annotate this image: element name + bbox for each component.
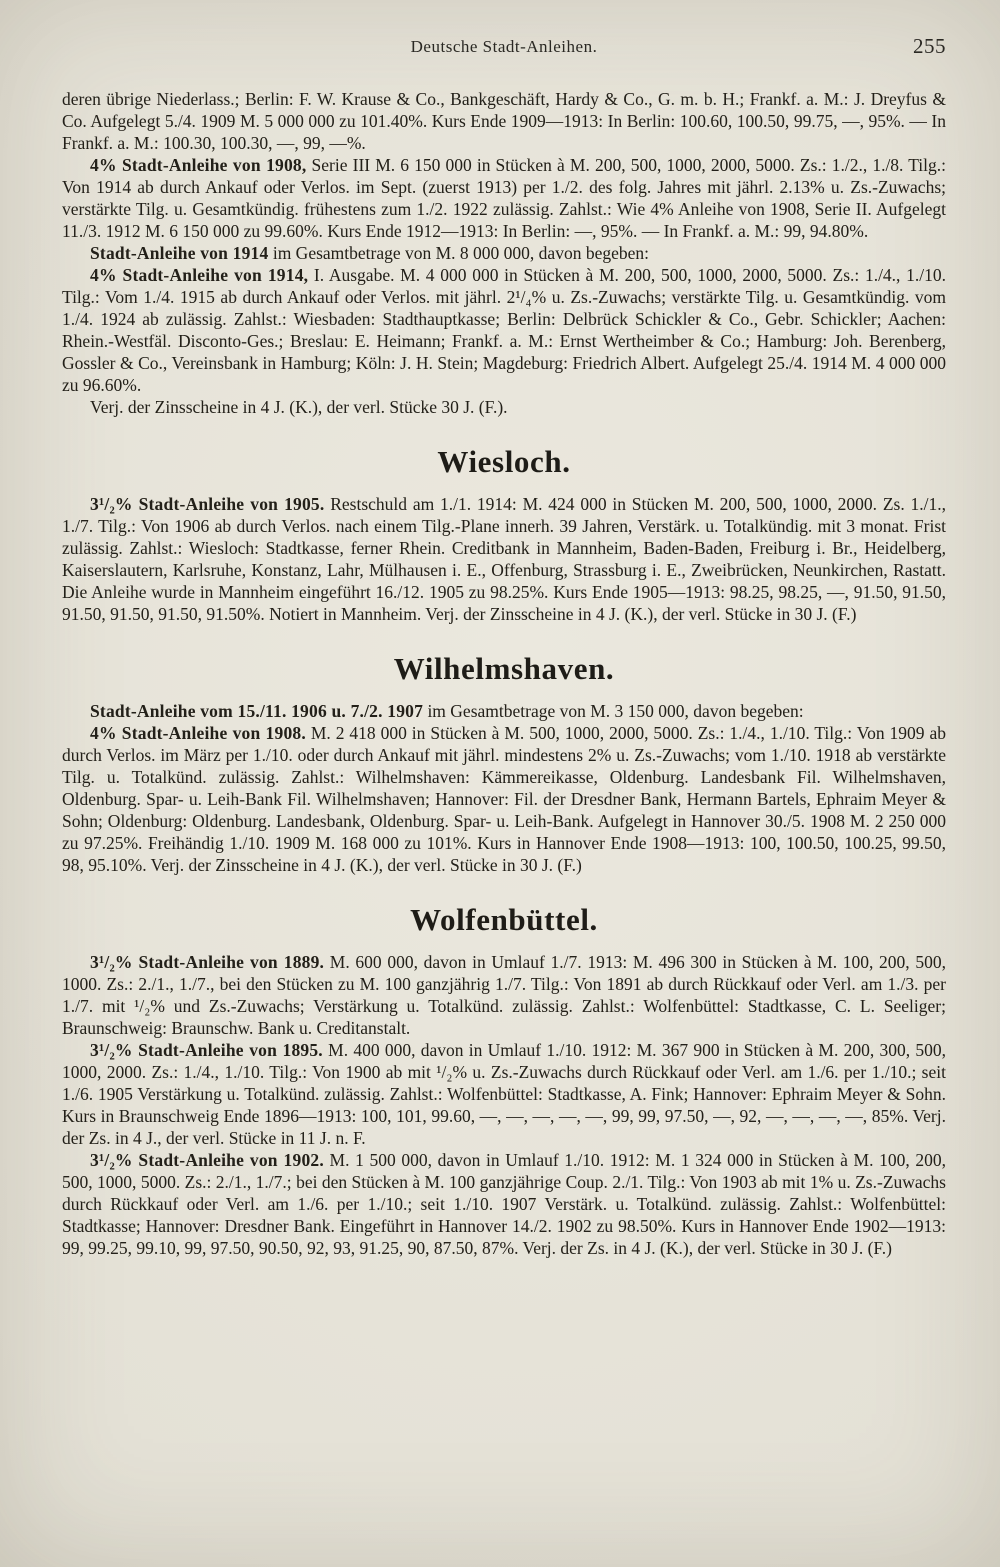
- bond-title: Stadt-Anleihe von 1914: [90, 243, 269, 263]
- paragraph-text: M. 1 500 000, davon in Umlauf 1./10. 1912: M. 1 324 000 in Stücken à M. 100, 200, 500, 1000, 5000. Zs.: 2./1., 1./7.; bei den Stücken à M. 100 ganzjährige Coup. 2./1. Tilg.: Von 1903 ab mit 1% u. Zs.-Zuwachs durch Rückkauf oder Verl. am 1./6. per 1./10.; seit 1./10. 1907 Verstärk. u. Totalkünd. zulässig. Zahlst.: Wolfenbüttel: Stadtkasse; Hannover: Dresdner Bank. Eingeführt in Hannover 14./2. 1902 zu 98.50%. Kurs in Hannover Ende 1902—1913: 99, 99.25, 99.10, 99, 97.50, 90.50, 92, 93, 91.25, 90, 87.50, 87%. Verj. der Zs. in 4 J. (K.), der verl. Stücke in 30 J. (F.): [62, 1150, 946, 1258]
- section-wilhelmshaven: [62, 700, 946, 876]
- bond-title: 4% Stadt-Anleihe von 1908.: [90, 723, 306, 743]
- page-header: [62, 34, 946, 58]
- para-stadtanleihe-1908-serie-iii: [62, 154, 946, 242]
- paragraph-text: deren übrige Niederlass.; Berlin: F. W. Krause & Co., Bankgeschäft, Hardy & Co., G. m. b. H.; Frankf. a. M.: J. Dreyfus & Co. Aufgelegt 5./4. 1909 M. 5 000 000 zu 101.40%. Kurs Ende 1909—1913: In Berlin: 100.60, 100.50, 99.75, —, 95%. — In Frankf. a. M.: 100.30, 100.30, —, 99, —%.: [62, 89, 946, 153]
- para-stadtanleihe-1914-ausgabe-i: [62, 264, 946, 396]
- para-wolfenbuettel-anleihe-1889: [62, 951, 946, 1039]
- para-wolfenbuettel-anleihe-1895: [62, 1039, 946, 1149]
- running-title: Deutsche Stadt-Anleihen.: [410, 37, 598, 56]
- paragraph-text: M. 400 000, davon in Umlauf 1./10. 1912: M. 367 900 in Stücken à M. 200, 300, 500, 1000, 2000. Zs.: 1./4., 1./10. Tilg.: Von 1900 ab mit ¹/₂% u. Zs.-Zuwachs durch Rückkauf oder Verl. am 1./6. per 1./10.; seit 1./6. 1905 Verstärkung u. Totalkünd. zulässig. Zahlst.: Wolfenbüttel: Stadtkasse, A. Fink; Hannover: Ephraim Meyer & Sohn. Kurs in Braunschweig Ende 1896—1913: 100, 101, 99.60, —, —, —, —, —, 99, 99, 97.50, —, 92, —, —, —, —, 85%. Verj. der Zs. in 4 J., der verl. Stücke in 11 J. n. F.: [62, 1040, 946, 1148]
- paragraph-text: M. 600 000, davon in Umlauf 1./7. 1913: M. 496 300 in Stücken à M. 100, 200, 500, 1000. Zs.: 2./1., 1./7., bei den Stücken zu M. 100 ganzjährig 1./7. Tilg.: Von 1891 ab durch Rückkauf oder Verl. am 1./3. per 1./7. mit ¹/₂% und Zs.-Zuwachs; Verstärkung u. Totalkünd. zulässig. Zahlst.: Wolfenbüttel: Stadtkasse, C. L. Seeliger; Braunschweig: Braunschw. Bank u. Creditanstalt.: [62, 952, 946, 1038]
- bond-title: Stadt-Anleihe vom 15./11. 1906 u. 7./2. 1907: [90, 701, 424, 721]
- bond-title: 3¹/₂% Stadt-Anleihe von 1902.: [90, 1150, 324, 1170]
- para-wolfenbuettel-anleihe-1902: [62, 1149, 946, 1259]
- para-stadtanleihe-1914-gesamtbetrag: [62, 242, 946, 264]
- para-continuation-kurs: [62, 88, 946, 154]
- paragraph-text: Serie III M. 6 150 000 in Stücken à M. 200, 500, 1000, 2000, 5000. Zs.: 1./2., 1./8. Tilg.: Von 1914 ab durch Ankauf oder Verlos. im Sept. (zuerst 1913) per 1./2. des folg. Jahres mit jährl. 2.13% u. Zs.-Zuwachs; verstärkte Tilg. u. Gesamtkündig. frühestens zum 1./2. 1922 zulässig. Zahlst.: Wie 4% Anleihe von 1908, Serie II. Aufgelegt 11./3. 1912 M. 6 150 000 zu 99.60%. Kurs Ende 1912—1913: In Berlin: —, 95%. — In Frankf. a. M.: 99, 94.80%.: [62, 155, 947, 241]
- section-wolfenbuettel: [62, 951, 946, 1259]
- bond-title: 3¹/₂% Stadt-Anleihe von 1895.: [90, 1040, 323, 1060]
- bond-title: 4% Stadt-Anleihe von 1908,: [90, 155, 307, 175]
- paragraph-text: Restschuld am 1./1. 1914: M. 424 000 in Stücken M. 200, 500, 1000, 2000. Zs. 1./1., 1./7. Tilg.: Von 1906 ab durch Verlos. nach einem Tilg.-Plane innerh. 39 Jahren, Verstärk. u. Totalkündig. mit 3 monat. Frist zulässig. Zahlst.: Wiesloch: Stadtkasse, ferner Rhein. Creditbank in Mannheim, Baden-Baden, Freiburg i. Br., Heidelberg, Kaiserslautern, Karlsruhe, Konstanz, Lahr, Mülhausen i. E., Offenburg, Strassburg i. E., Zweibrücken, Neunkirchen, Rastatt. Die Anleihe wurde in Mannheim eingeführt 16./12. 1905 zu 98.25%. Kurs Ende 1905—1913: 98.25, 98.25, —, 91.50, 91.50, 91.50, 91.50, 91.50, 91.50%. Notiert in Mannheim. Verj. der Zinsscheine in 4 J. (K.), der verl. Stücke in 30 J. (F.): [62, 494, 946, 624]
- heading-wolfenbuettel: Wolfenbüttel.: [410, 902, 598, 937]
- para-wilhelmshaven-gesamtbetrag: [62, 700, 946, 722]
- para-wilhelmshaven-anleihe-1908: [62, 722, 946, 876]
- page-content: [62, 88, 946, 1259]
- page-number: 255: [913, 34, 946, 58]
- bond-title: 3¹/₂% Stadt-Anleihe von 1889.: [90, 952, 325, 972]
- paragraph-text: Verj. der Zinsscheine in 4 J. (K.), der verl. Stücke 30 J. (F.).: [90, 397, 508, 417]
- paragraph-text: I. Ausgabe. M. 4 000 000 in Stücken à M. 200, 500, 1000, 2000, 5000. Zs.: 1./4., 1./10. Tilg.: Vom 1./4. 1915 ab durch Ankauf oder Verlos. mit jährl. 2¹/₄% u. Zs.-Zuwachs; verstärkte Tilg. u. Gesamtkündig. vom 1./4. 1924 ab zulässig. Zahlst.: Wiesbaden: Stadthauptkasse; Berlin: Delbrück Schickler & Co., Gebr. Schickler; Aachen: Rhein.-Westfäl. Disconto-Ges.; Breslau: E. Heimann; Frankf. a. M.: Ernst Wertheimber & Co.; Hamburg: Joh. Berenberg, Gossler & Co., Vereinsbank in Hamburg; Köln: J. H. Stein; Magdeburg: Friedrich Albert. Aufgelegt 25./4. 1914 M. 4 000 000 zu 96.60%.: [62, 265, 946, 395]
- heading-wiesloch: Wiesloch.: [437, 444, 571, 479]
- section-wiesloch: [62, 493, 946, 625]
- bond-title: 3¹/₂% Stadt-Anleihe von 1905.: [90, 494, 325, 514]
- paragraph-text: im Gesamtbetrage von M. 8 000 000, davon begeben:: [268, 243, 649, 263]
- paragraph-text: M. 2 418 000 in Stücken à M. 500, 1000, 2000, 5000. Zs.: 1./4., 1./10. Tilg.: Von 1909 ab durch Verlos. im März per 1./10. oder durch Ankauf mit jährl. mindestens 2% u. Zs.-Zuwachs; vom 1./10. 1918 ab verstärkte Tilg. u. Totalkünd. zulässig. Zahlst.: Wilhelmshaven: Kämmereikasse, Oldenburg. Landesbank Fil. Wilhelmshaven, Oldenburg. Spar- u. Leih-Bank Fil. Wilhelmshaven; Hannover: Fil. der Dresdner Bank, Hermann Bartels, Ephraim Meyer & Sohn; Oldenburg: Oldenburg. Landesbank, Oldenburg. Spar- u. Leih-Bank. Aufgelegt in Hannover 30./5. 1908 M. 2 250 000 zu 97.25%. Freihändig 1./10. 1909 M. 168 000 zu 101%. Kurs in Hannover Ende 1908—1913: 100, 100.50, 100.25, 99.50, 98, 95.10%. Verj. der Zinsscheine in 4 J. (K.), der verl. Stücke in 30 J. (F.): [62, 723, 946, 875]
- para-wiesloch-anleihe-1905: [62, 493, 946, 625]
- paragraph-text: im Gesamtbetrage von M. 3 150 000, davon begeben:: [423, 701, 804, 721]
- section-continuation: [62, 88, 946, 418]
- heading-wilhelmshaven: Wilhelmshaven.: [393, 651, 615, 686]
- para-verjaehrung: [62, 396, 946, 418]
- bond-title: 4% Stadt-Anleihe von 1914,: [90, 265, 309, 285]
